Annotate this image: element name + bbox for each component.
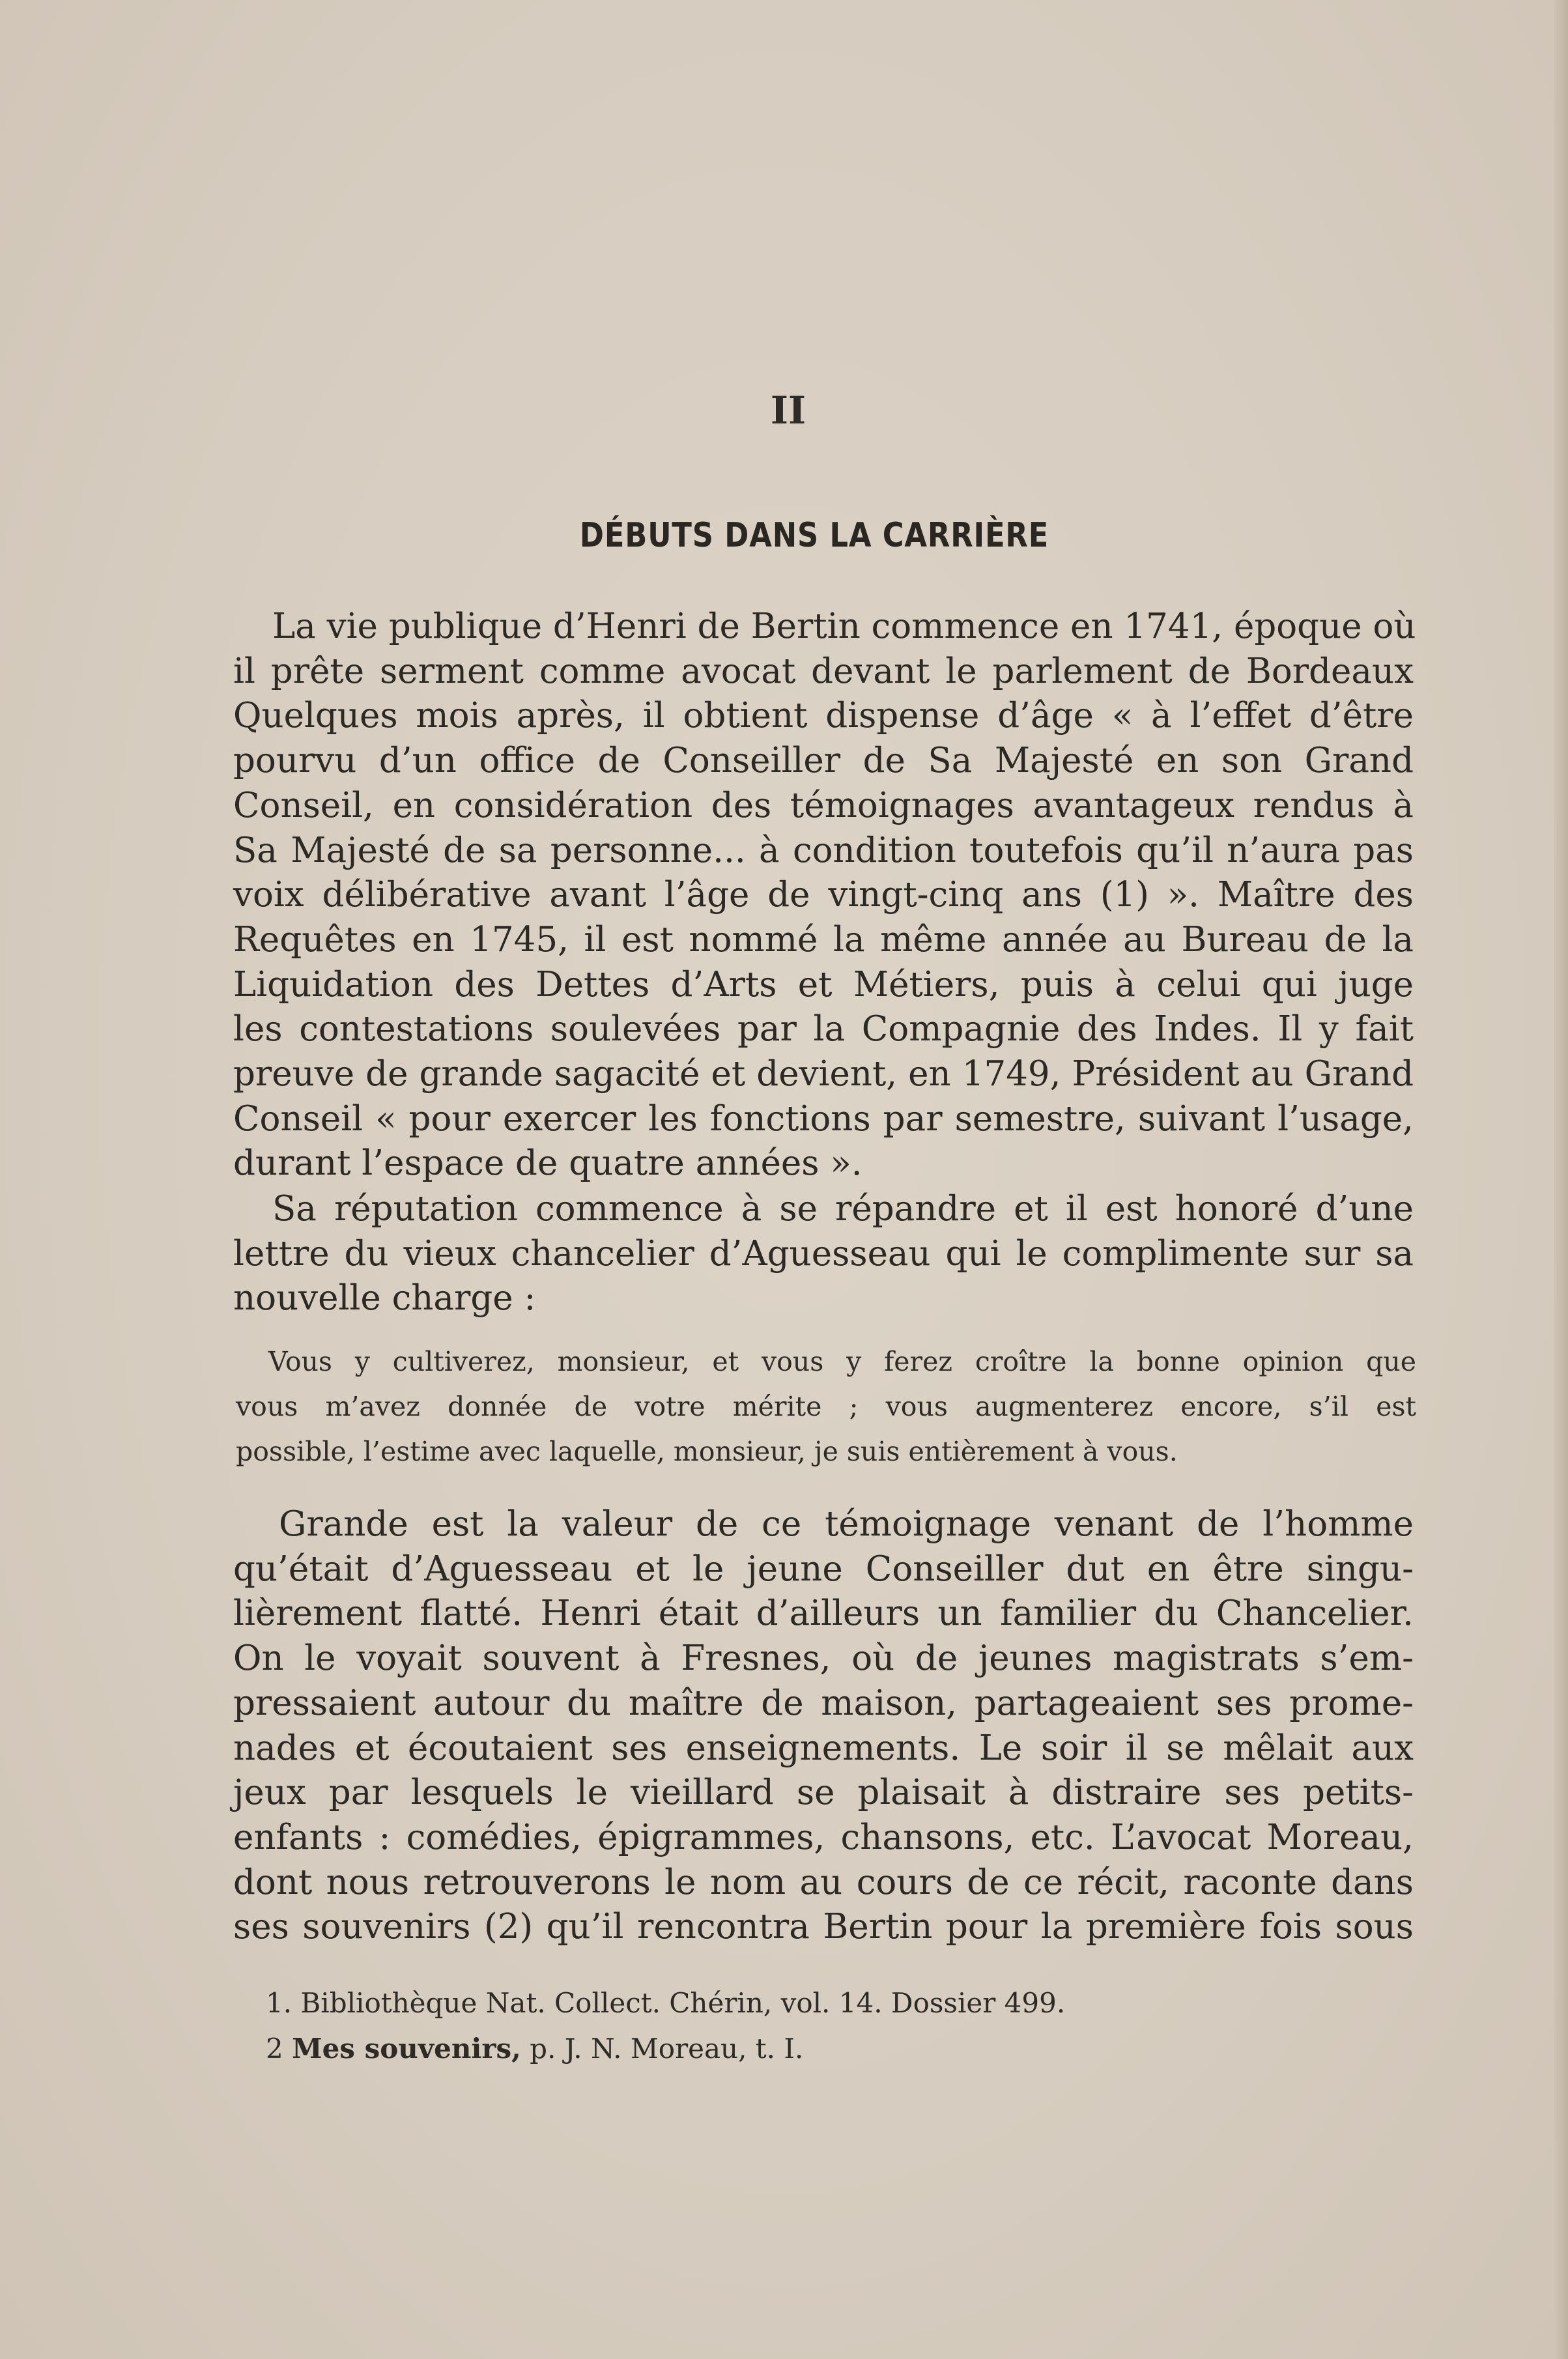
- footnote-2-rest: p. J. N. Moreau, t. I.: [520, 2033, 804, 2065]
- paragraph-line: nouvelle charge :: [233, 1278, 536, 1319]
- paragraph-line: ses souvenirs (2) qu’il rencontra Bertin pour la première fois sous: [233, 1907, 1414, 1947]
- quote-line: Vous y cultiverez, monsieur, et vous y ferez croître la bonne opinion que: [268, 1346, 1416, 1377]
- paragraph-line: On le voyait souvent à Fresnes, où de jeunes magistrats s’em-: [233, 1638, 1414, 1679]
- footnote-1: 1. Bibliothèque Nat. Collect. Chérin, vol. 14. Dossier 499.: [266, 1987, 1066, 2019]
- paragraph-line: preuve de grande sagacité et devient, en 1749, Président au Grand: [233, 1054, 1414, 1094]
- footnote-2-title: Mes souvenirs,: [292, 2033, 521, 2065]
- quote-line: vous m’avez donnée de votre mérite ; vous augmenterez encore, s’il est: [236, 1391, 1416, 1422]
- paragraph-line: jeux par lesquels le vieillard se plaisait à distraire ses petits-: [233, 1773, 1414, 1813]
- paragraph-line: pressaient autour du maître de maison, partageaient ses prome-: [233, 1683, 1414, 1723]
- footnotes: [266, 1980, 1373, 2072]
- chapter-title: DÉBUTS DANS LA CARRIÈRE: [579, 516, 1049, 555]
- footnote-2-number: 2: [266, 2033, 283, 2065]
- paragraph-line: Sa réputation commence à se répandre et il est honoré d’une: [272, 1189, 1414, 1229]
- paragraph-line: pourvu d’un office de Conseiller de Sa Majesté en son Grand: [233, 741, 1414, 781]
- paragraph-line: Conseil « pour exercer les fonctions par semestre, suivant l’usage,: [233, 1098, 1414, 1139]
- paragraph-line: qu’était d’Aguesseau et le jeune Conseiller dut en être singu-: [233, 1549, 1414, 1589]
- paragraph-line: lettre du vieux chancelier d’Aguesseau qui le complimente sur sa: [233, 1233, 1414, 1274]
- page-edge: [1554, 0, 1568, 2359]
- paragraph-line: Liquidation des Dettes d’Arts et Métiers, puis à celui qui juge: [233, 964, 1414, 1005]
- footnote-2: [266, 2026, 1373, 2072]
- paragraph-1: [233, 605, 1414, 1186]
- paragraph-line: durant l’espace de quatre années ».: [233, 1143, 862, 1184]
- paragraph-line: La vie publique d’Henri de Bertin commence en 1741, époque où: [272, 607, 1416, 646]
- chapter-number: II: [770, 388, 806, 433]
- paragraph-line: les contestations soulevées par la Compagnie des Indes. Il y fait: [233, 1009, 1414, 1050]
- quote-line: possible, l’estime avec laquelle, monsieur, je suis entièrement à vous.: [236, 1436, 1178, 1467]
- quoted-letter: [236, 1339, 1416, 1474]
- paragraph-line: Grande est la valeur de ce témoignage venant de l’homme: [279, 1504, 1414, 1544]
- paragraph-line: dont nous retrouverons le nom au cours de ce récit, raconte dans: [233, 1862, 1414, 1902]
- paragraph-line: Requêtes en 1745, il est nommé la même année au Bureau de la: [233, 919, 1414, 960]
- paragraph-2: [233, 1187, 1414, 1321]
- paragraph-line: nades et écoutaient ses enseignements. Le soir il se mêlait aux: [233, 1728, 1414, 1768]
- paragraph-3: [233, 1502, 1414, 1950]
- paragraph-line: lièrement flatté. Henri était d’ailleurs un familier du Chancelier.: [233, 1594, 1414, 1634]
- paragraph-line: il prête serment comme avocat devant le parlement de Bordeaux: [233, 651, 1414, 691]
- paragraph-line: Sa Majesté de sa personne... à condition toutefois qu’il n’aura pas: [233, 830, 1414, 870]
- paragraph-line: voix délibérative avant l’âge de vingt-cinq ans (1) ». Maître des: [233, 875, 1414, 915]
- paragraph-line: Quelques mois après, il obtient dispense d’âge « à l’effet d’être: [233, 696, 1414, 736]
- paragraph-line: Conseil, en considération des témoignages avantageux rendus à: [233, 785, 1414, 825]
- paragraph-line: enfants : comédies, épigrammes, chansons, etc. L’avocat Moreau,: [233, 1817, 1414, 1857]
